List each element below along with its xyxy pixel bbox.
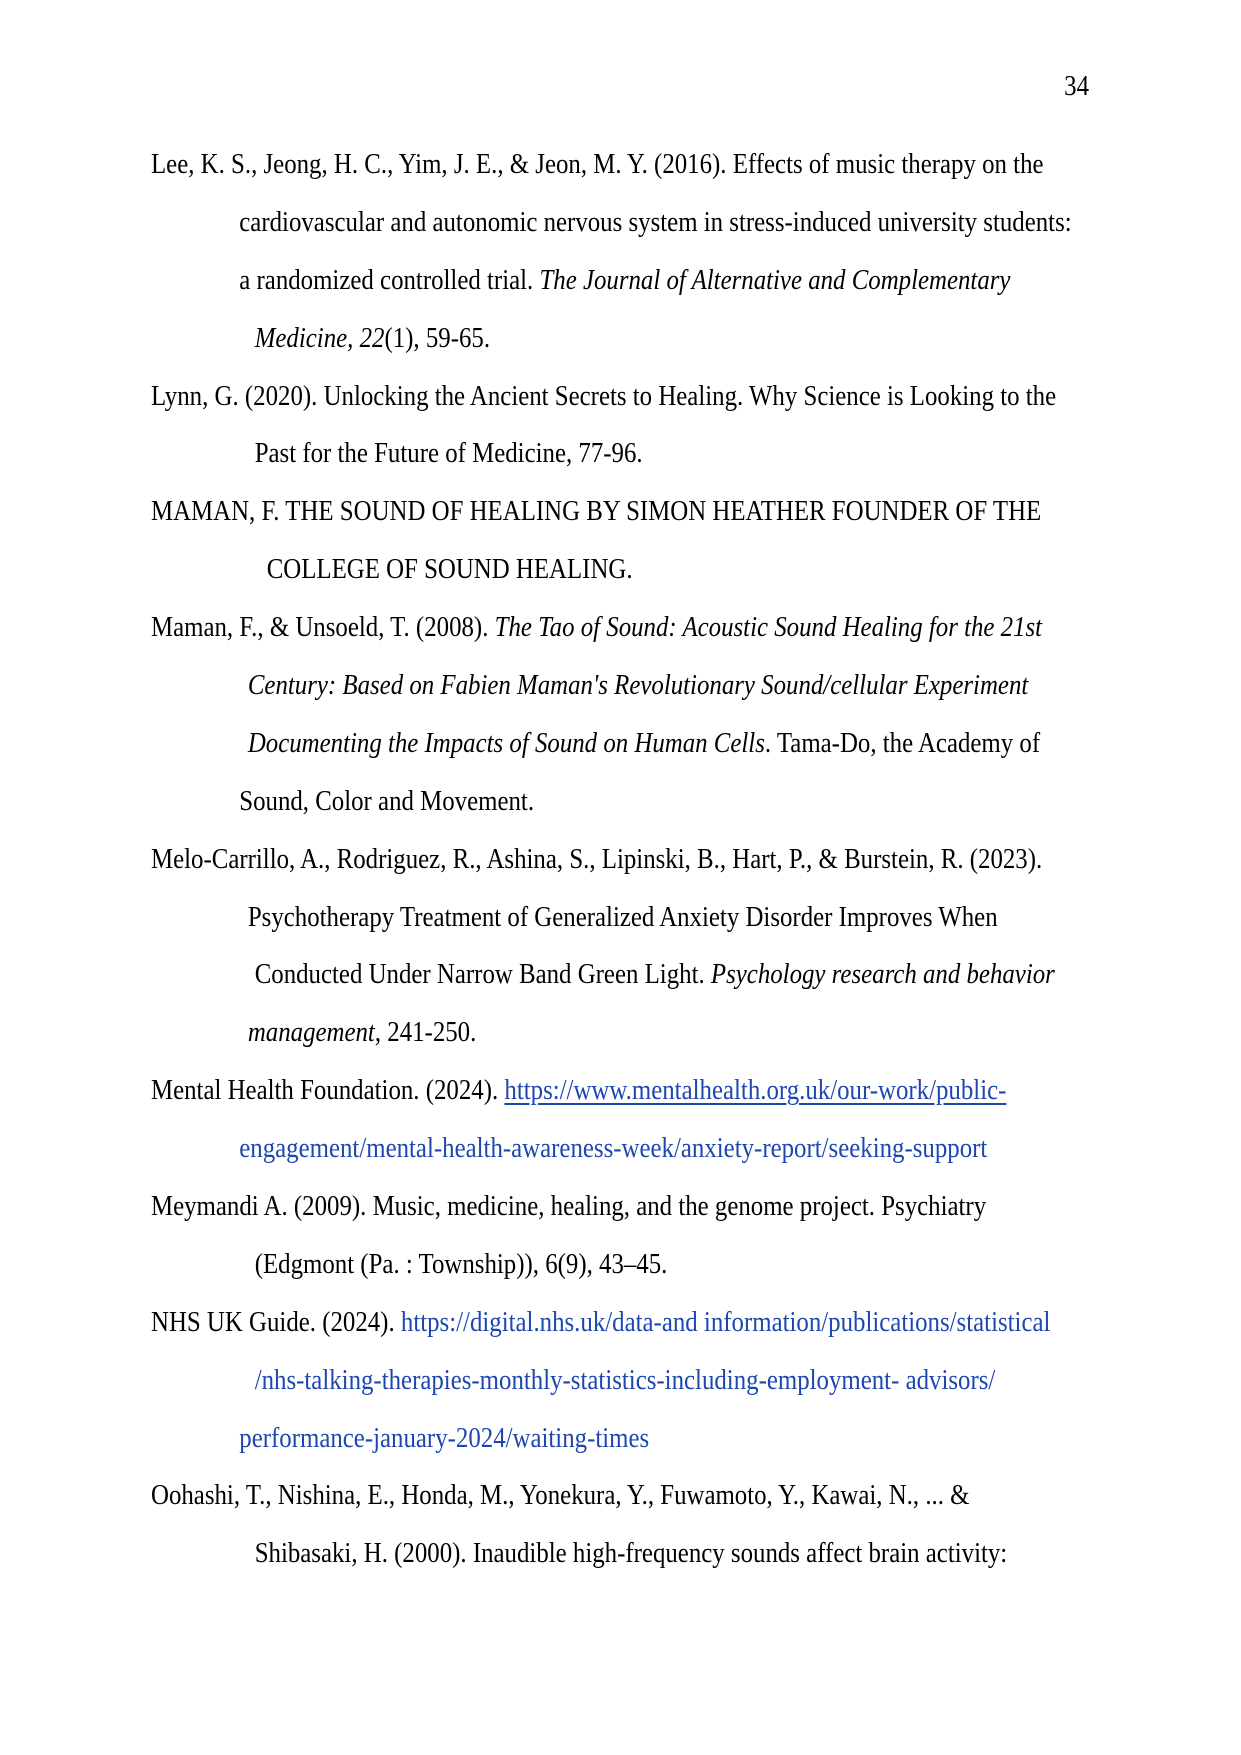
- reference-line: [151, 368, 1085, 426]
- reference-line: [151, 946, 1085, 1004]
- reference-line: [151, 599, 1085, 657]
- reference-link[interactable]: https://digital.nhs.uk/data-and information/publications/statistical: [400, 1305, 1051, 1338]
- reference-text: The Journal of Alternative and Complementary: [539, 263, 1011, 296]
- reference-link[interactable]: performance-january-2024/waiting-times: [239, 1421, 650, 1454]
- reference-line: [151, 657, 1085, 715]
- reference-line: [151, 1178, 1085, 1236]
- reference-text: Medicine, 22: [254, 321, 385, 354]
- reference-line: [151, 1352, 1085, 1410]
- reference-line: [151, 425, 1085, 483]
- reference-text: COLLEGE OF SOUND HEALING.: [266, 553, 633, 586]
- reference-line: [151, 1525, 1085, 1583]
- reference-text: Conducted Under Narrow Band Green Light.: [254, 958, 711, 991]
- reference-text: , 241-250.: [374, 1016, 477, 1049]
- reference-text: Psychology research and behavior: [710, 958, 1055, 991]
- reference-line: [151, 715, 1085, 773]
- reference-text: (Edgmont (Pa. : Township)), 6(9), 43–45.: [254, 1247, 668, 1280]
- reference-text: cardiovascular and autonomic nervous system in stress-induced university students:: [239, 205, 1072, 238]
- reference-text: . Tama-Do, the Academy of: [764, 726, 1041, 759]
- reference-text: Oohashi, T., Nishina, E., Honda, M., Yonekura, Y., Fuwamoto, Y., Kawai, N., ... &: [151, 1479, 970, 1512]
- reference-line: [151, 831, 1085, 889]
- page-number: 34: [1064, 70, 1089, 102]
- reference-text: Past for the Future of Medicine, 77-96.: [254, 437, 643, 470]
- reference-text: Meymandi A. (2009). Music, medicine, healing, and the genome project. Psychiatry: [151, 1190, 987, 1223]
- reference-line: [151, 1294, 1085, 1352]
- reference-text: Documenting the Impacts of Sound on Human Cells: [247, 726, 765, 759]
- reference-link[interactable]: /nhs-talking-therapies-monthly-statistics-including-employment- advisors/: [254, 1363, 996, 1396]
- reference-text: The Tao of Sound: Acoustic Sound Healing for the 21st: [494, 611, 1043, 644]
- reference-line: [151, 889, 1085, 947]
- reference-text: Sound, Color and Movement.: [239, 784, 535, 817]
- reference-line: [151, 1004, 1085, 1062]
- reference-link[interactable]: https://www.mentalhealth.org.uk/our-work/public-: [504, 1074, 1007, 1107]
- reference-text: a randomized controlled trial.: [239, 263, 540, 296]
- reference-line: [151, 194, 1085, 252]
- reference-line: [151, 310, 1085, 368]
- reference-line: [151, 1120, 1085, 1178]
- reference-line: [151, 1062, 1085, 1120]
- reference-line: [151, 483, 1085, 541]
- reference-line: [151, 773, 1085, 831]
- reference-line: [151, 1236, 1085, 1294]
- reference-text: Lee, K. S., Jeong, H. C., Yim, J. E., & Jeon, M. Y. (2016). Effects of music therapy on the: [151, 148, 1044, 180]
- reference-line: [151, 1467, 1085, 1525]
- reference-line: [151, 1410, 1085, 1468]
- reference-link[interactable]: engagement/mental-health-awareness-week/anxiety-report/seeking-support: [239, 1132, 988, 1165]
- reference-line: [151, 252, 1085, 310]
- reference-text: Melo-Carrillo, A., Rodriguez, R., Ashina, S., Lipinski, B., Hart, P., & Burstein, R. (2023).: [151, 842, 1043, 875]
- reference-text: (1), 59-65.: [384, 321, 491, 354]
- reference-line: [151, 541, 1085, 599]
- references-list: [151, 136, 1241, 1583]
- reference-text: NHS UK Guide. (2024).: [151, 1305, 401, 1338]
- reference-text: MAMAN, F. THE SOUND OF HEALING BY SIMON HEATHER FOUNDER OF THE: [151, 495, 1042, 528]
- reference-text: management: [247, 1016, 375, 1049]
- reference-text: Lynn, G. (2020). Unlocking the Ancient Secrets to Healing. Why Science is Looking to the: [151, 379, 1057, 412]
- reference-text: Psychotherapy Treatment of Generalized Anxiety Disorder Improves When: [247, 900, 998, 933]
- reference-text: Maman, F., & Unsoeld, T. (2008).: [151, 611, 495, 644]
- reference-text: Shibasaki, H. (2000). Inaudible high-frequency sounds affect brain activity:: [254, 1537, 1008, 1570]
- reference-text: Century: Based on Fabien Maman's Revolutionary Sound/cellular Experiment: [247, 669, 1029, 702]
- reference-text: Mental Health Foundation. (2024).: [151, 1074, 505, 1107]
- reference-line: [151, 136, 1085, 194]
